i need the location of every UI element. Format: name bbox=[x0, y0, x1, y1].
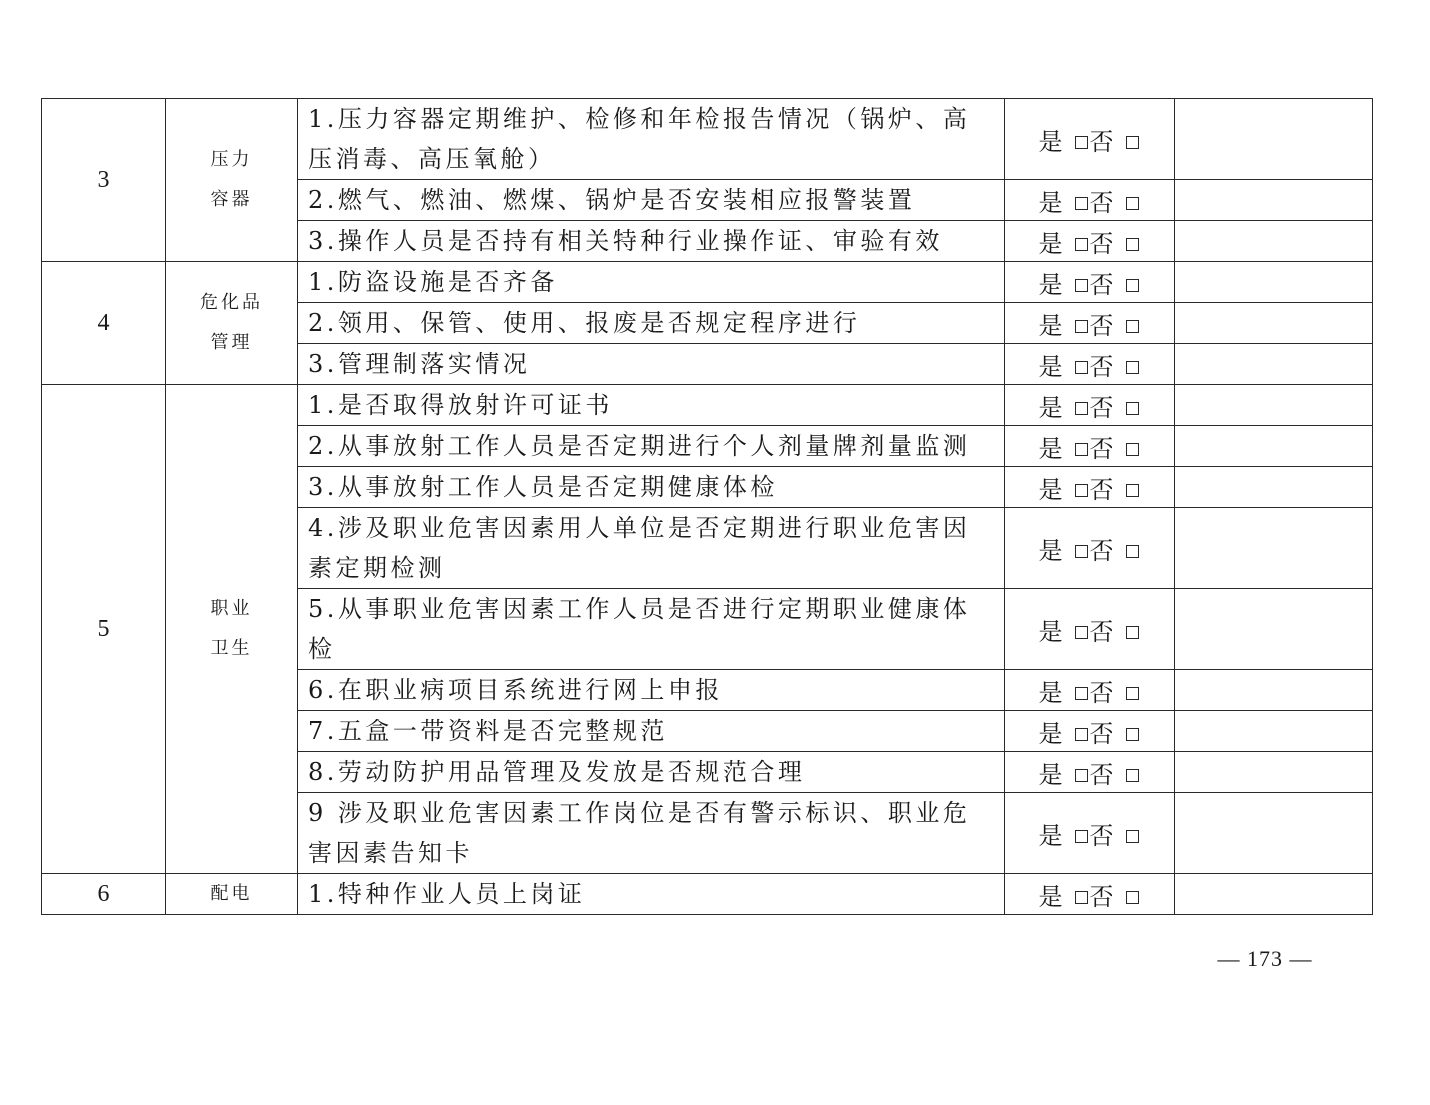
remarks-cell[interactable] bbox=[1175, 589, 1373, 670]
check-item: 1.特种作业人员上岗证 bbox=[298, 874, 1005, 915]
category-line: 管理 bbox=[210, 332, 253, 353]
yes-no-choice bbox=[1005, 467, 1175, 508]
no-label: 否 bbox=[1089, 393, 1114, 422]
no-label: 否 bbox=[1089, 434, 1114, 463]
category-line: 职业 bbox=[210, 598, 253, 619]
yes-checkbox[interactable] bbox=[1075, 238, 1088, 251]
remarks-cell[interactable] bbox=[1175, 426, 1373, 467]
check-item: 1.压力容器定期维护、检修和年检报告情况（锅炉、高压消毒、高压氧舱） bbox=[298, 99, 1005, 180]
no-checkbox[interactable] bbox=[1126, 443, 1139, 456]
yes-checkbox[interactable] bbox=[1075, 279, 1088, 292]
check-item: 7.五盒一带资料是否完整规范 bbox=[298, 711, 1005, 752]
yes-label: 是 bbox=[1038, 821, 1063, 850]
yes-label: 是 bbox=[1038, 719, 1063, 748]
check-item: 1.是否取得放射许可证书 bbox=[298, 385, 1005, 426]
yes-checkbox[interactable] bbox=[1075, 136, 1088, 149]
check-item: 8.劳动防护用品管理及发放是否规范合理 bbox=[298, 752, 1005, 793]
yes-checkbox[interactable] bbox=[1075, 361, 1088, 374]
no-label: 否 bbox=[1089, 617, 1114, 646]
check-item: 5.从事职业危害因素工作人员是否进行定期职业健康体检 bbox=[298, 589, 1005, 670]
no-checkbox[interactable] bbox=[1126, 484, 1139, 497]
no-label: 否 bbox=[1089, 352, 1114, 381]
section-category bbox=[166, 262, 298, 385]
yes-no-choice bbox=[1005, 589, 1175, 670]
remarks-cell[interactable] bbox=[1175, 385, 1373, 426]
remarks-cell[interactable] bbox=[1175, 262, 1373, 303]
remarks-cell[interactable] bbox=[1175, 221, 1373, 262]
section-category bbox=[166, 99, 298, 262]
yes-no-choice bbox=[1005, 670, 1175, 711]
yes-label: 是 bbox=[1038, 882, 1063, 911]
check-item: 1.防盗设施是否齐备 bbox=[298, 262, 1005, 303]
no-checkbox[interactable] bbox=[1126, 136, 1139, 149]
remarks-cell[interactable] bbox=[1175, 303, 1373, 344]
yes-checkbox[interactable] bbox=[1075, 402, 1088, 415]
yes-checkbox[interactable] bbox=[1075, 320, 1088, 333]
no-label: 否 bbox=[1089, 719, 1114, 748]
remarks-cell[interactable] bbox=[1175, 508, 1373, 589]
yes-no-choice bbox=[1005, 793, 1175, 874]
yes-no-choice bbox=[1005, 344, 1175, 385]
check-item: 3.管理制落实情况 bbox=[298, 344, 1005, 385]
yes-checkbox[interactable] bbox=[1075, 891, 1088, 904]
no-checkbox[interactable] bbox=[1126, 891, 1139, 904]
no-label: 否 bbox=[1089, 678, 1114, 707]
no-checkbox[interactable] bbox=[1126, 361, 1139, 374]
no-label: 否 bbox=[1089, 760, 1114, 789]
yes-label: 是 bbox=[1038, 311, 1063, 340]
yes-label: 是 bbox=[1038, 393, 1063, 422]
yes-no-choice bbox=[1005, 99, 1175, 180]
no-checkbox[interactable] bbox=[1126, 626, 1139, 639]
category-line: 配电 bbox=[210, 883, 253, 904]
yes-label: 是 bbox=[1038, 678, 1063, 707]
yes-no-choice bbox=[1005, 385, 1175, 426]
table-row bbox=[42, 874, 1373, 915]
inspection-table bbox=[41, 98, 1373, 915]
remarks-cell[interactable] bbox=[1175, 793, 1373, 874]
no-label: 否 bbox=[1089, 229, 1114, 258]
remarks-cell[interactable] bbox=[1175, 711, 1373, 752]
section-number: 5 bbox=[42, 385, 166, 874]
check-item: 9 涉及职业危害因素工作岗位是否有警示标识、职业危害因素告知卡 bbox=[298, 793, 1005, 874]
yes-no-choice bbox=[1005, 508, 1175, 589]
no-label: 否 bbox=[1089, 882, 1114, 911]
table-row bbox=[42, 262, 1373, 303]
yes-label: 是 bbox=[1038, 229, 1063, 258]
category-line: 危化品 bbox=[200, 292, 263, 313]
table-row bbox=[42, 385, 1373, 426]
section-number: 3 bbox=[42, 99, 166, 262]
remarks-cell[interactable] bbox=[1175, 99, 1373, 180]
no-label: 否 bbox=[1089, 311, 1114, 340]
yes-checkbox[interactable] bbox=[1075, 830, 1088, 843]
check-item: 2.燃气、燃油、燃煤、锅炉是否安装相应报警装置 bbox=[298, 180, 1005, 221]
yes-no-choice bbox=[1005, 874, 1175, 915]
remarks-cell[interactable] bbox=[1175, 344, 1373, 385]
yes-no-choice bbox=[1005, 221, 1175, 262]
no-checkbox[interactable] bbox=[1126, 545, 1139, 558]
no-checkbox[interactable] bbox=[1126, 197, 1139, 210]
no-checkbox[interactable] bbox=[1126, 320, 1139, 333]
yes-no-choice bbox=[1005, 180, 1175, 221]
remarks-cell[interactable] bbox=[1175, 180, 1373, 221]
yes-checkbox[interactable] bbox=[1075, 545, 1088, 558]
no-label: 否 bbox=[1089, 188, 1114, 217]
yes-no-choice bbox=[1005, 711, 1175, 752]
no-label: 否 bbox=[1089, 821, 1114, 850]
category-line: 卫生 bbox=[210, 638, 253, 659]
no-checkbox[interactable] bbox=[1126, 687, 1139, 700]
yes-label: 是 bbox=[1038, 760, 1063, 789]
category-line: 容器 bbox=[210, 189, 253, 210]
remarks-cell[interactable] bbox=[1175, 670, 1373, 711]
no-label: 否 bbox=[1089, 270, 1114, 299]
check-item: 2.领用、保管、使用、报废是否规定程序进行 bbox=[298, 303, 1005, 344]
no-checkbox[interactable] bbox=[1126, 238, 1139, 251]
section-number: 6 bbox=[42, 874, 166, 915]
section-category bbox=[166, 874, 298, 915]
no-checkbox[interactable] bbox=[1126, 402, 1139, 415]
category-line: 压力 bbox=[210, 149, 253, 170]
no-checkbox[interactable] bbox=[1126, 279, 1139, 292]
yes-label: 是 bbox=[1038, 434, 1063, 463]
yes-checkbox[interactable] bbox=[1075, 443, 1088, 456]
no-label: 否 bbox=[1089, 536, 1114, 565]
remarks-cell[interactable] bbox=[1175, 752, 1373, 793]
check-item: 3.从事放射工作人员是否定期健康体检 bbox=[298, 467, 1005, 508]
yes-no-choice bbox=[1005, 262, 1175, 303]
no-checkbox[interactable] bbox=[1126, 769, 1139, 782]
yes-label: 是 bbox=[1038, 270, 1063, 299]
yes-label: 是 bbox=[1038, 536, 1063, 565]
remarks-cell[interactable] bbox=[1175, 874, 1373, 915]
check-item: 2.从事放射工作人员是否定期进行个人剂量牌剂量监测 bbox=[298, 426, 1005, 467]
check-item: 3.操作人员是否持有相关特种行业操作证、审验有效 bbox=[298, 221, 1005, 262]
yes-checkbox[interactable] bbox=[1075, 728, 1088, 741]
yes-no-choice bbox=[1005, 303, 1175, 344]
remarks-cell[interactable] bbox=[1175, 467, 1373, 508]
yes-label: 是 bbox=[1038, 475, 1063, 504]
yes-checkbox[interactable] bbox=[1075, 197, 1088, 210]
yes-checkbox[interactable] bbox=[1075, 626, 1088, 639]
yes-checkbox[interactable] bbox=[1075, 769, 1088, 782]
yes-checkbox[interactable] bbox=[1075, 484, 1088, 497]
yes-label: 是 bbox=[1038, 188, 1063, 217]
yes-label: 是 bbox=[1038, 352, 1063, 381]
page-number: — 173 — bbox=[1217, 946, 1313, 971]
section-number: 4 bbox=[42, 262, 166, 385]
yes-label: 是 bbox=[1038, 617, 1063, 646]
section-category bbox=[166, 385, 298, 874]
table-row bbox=[42, 99, 1373, 180]
check-item: 4.涉及职业危害因素用人单位是否定期进行职业危害因素定期检测 bbox=[298, 508, 1005, 589]
no-label: 否 bbox=[1089, 475, 1114, 504]
yes-label: 是 bbox=[1038, 127, 1063, 156]
yes-checkbox[interactable] bbox=[1075, 687, 1088, 700]
no-checkbox[interactable] bbox=[1126, 830, 1139, 843]
yes-no-choice bbox=[1005, 752, 1175, 793]
yes-no-choice bbox=[1005, 426, 1175, 467]
no-checkbox[interactable] bbox=[1126, 728, 1139, 741]
check-item: 6.在职业病项目系统进行网上申报 bbox=[298, 670, 1005, 711]
no-label: 否 bbox=[1089, 127, 1114, 156]
